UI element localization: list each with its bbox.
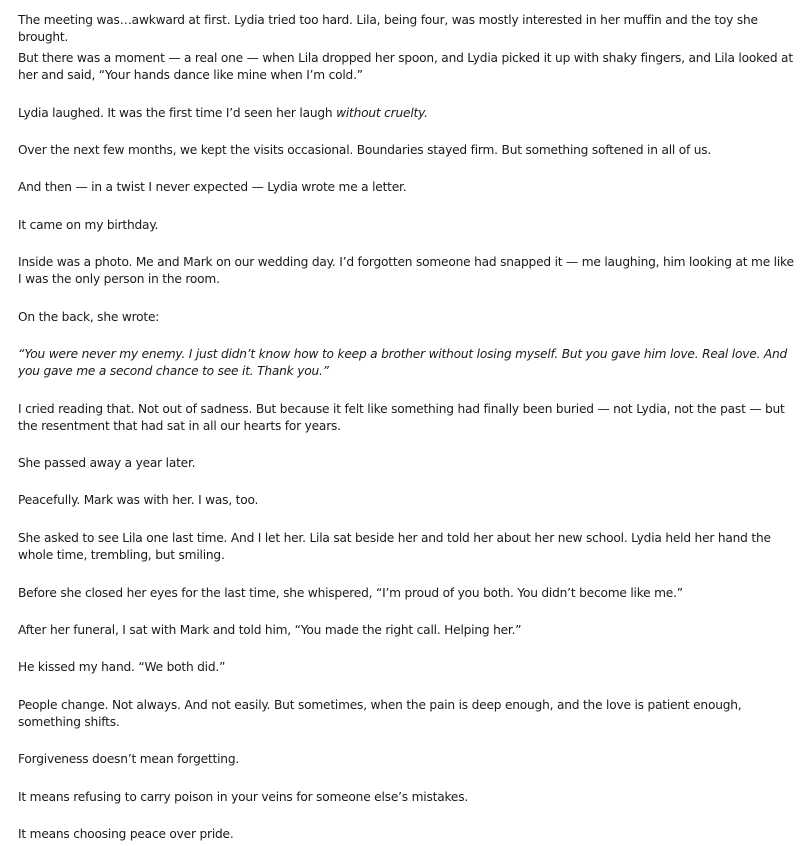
paragraph: And then — in a twist I never expected — Lydia wrote me a letter.	[18, 180, 407, 194]
paragraph: After her funeral, I sat with Mark and told him, “You made the right call. Helping her.”	[18, 623, 522, 637]
paragraph-text: Lydia laughed. It was the first time I’d seen her laugh	[18, 106, 337, 120]
paragraph: On the back, she wrote:	[18, 310, 160, 324]
paragraph: But there was a moment — a real one — when Lila dropped her spoon, and Lydia picked it up with shaky fingers, and Lila looked at her and said, “Your hands dance like mine when I’m cold.”	[18, 51, 793, 82]
paragraph: Forgiveness doesn’t mean forgetting.	[18, 752, 240, 766]
paragraph-emphasis: without cruelty.	[336, 106, 428, 120]
paragraph: It means refusing to carry poison in your veins for someone else’s mistakes.	[18, 790, 469, 804]
paragraph: She passed away a year later.	[18, 456, 196, 470]
paragraph: People change. Not always. And not easily. But sometimes, when the pain is deep enough, and the love is patient enough, something shifts.	[18, 698, 742, 729]
paragraph: Over the next few months, we kept the visits occasional. Boundaries stayed firm. But something softened in all of us.	[18, 143, 712, 157]
quoted-letter: “You were never my enemy. I just didn’t know how to keep a brother without losing myself. But you gave him love. Real love. And you gave me a second chance to see it. Thank you.”	[18, 347, 788, 378]
paragraph: It means choosing peace over pride.	[18, 827, 234, 841]
paragraph: Inside was a photo. Me and Mark on our wedding day. I’d forgotten someone had snapped it — me laughing, him looking at me like I was the only person in the room.	[18, 255, 794, 286]
paragraph: He kissed my hand. “We both did.”	[18, 660, 226, 674]
paragraph: Before she closed her eyes for the last time, she whispered, “I’m proud of you both. You didn’t become like me.”	[18, 586, 683, 600]
paragraph: I cried reading that. Not out of sadness. But because it felt like something had finally been buried — not Lydia, not the past — but the resentment that had sat in all our hearts for years.	[18, 402, 785, 433]
paragraph: It came on my birthday.	[18, 218, 159, 232]
paragraph: Peacefully. Mark was with her. I was, too.	[18, 493, 259, 507]
paragraph: The meeting was…awkward at first. Lydia tried too hard. Lila, being four, was mostly interested in her muffin and the toy she brought.	[18, 13, 758, 44]
paragraph: She asked to see Lila one last time. And I let her. Lila sat beside her and told her about her new school. Lydia held her hand the whole time, trembling, but smiling.	[18, 531, 771, 562]
paragraph	[18, 105, 798, 122]
